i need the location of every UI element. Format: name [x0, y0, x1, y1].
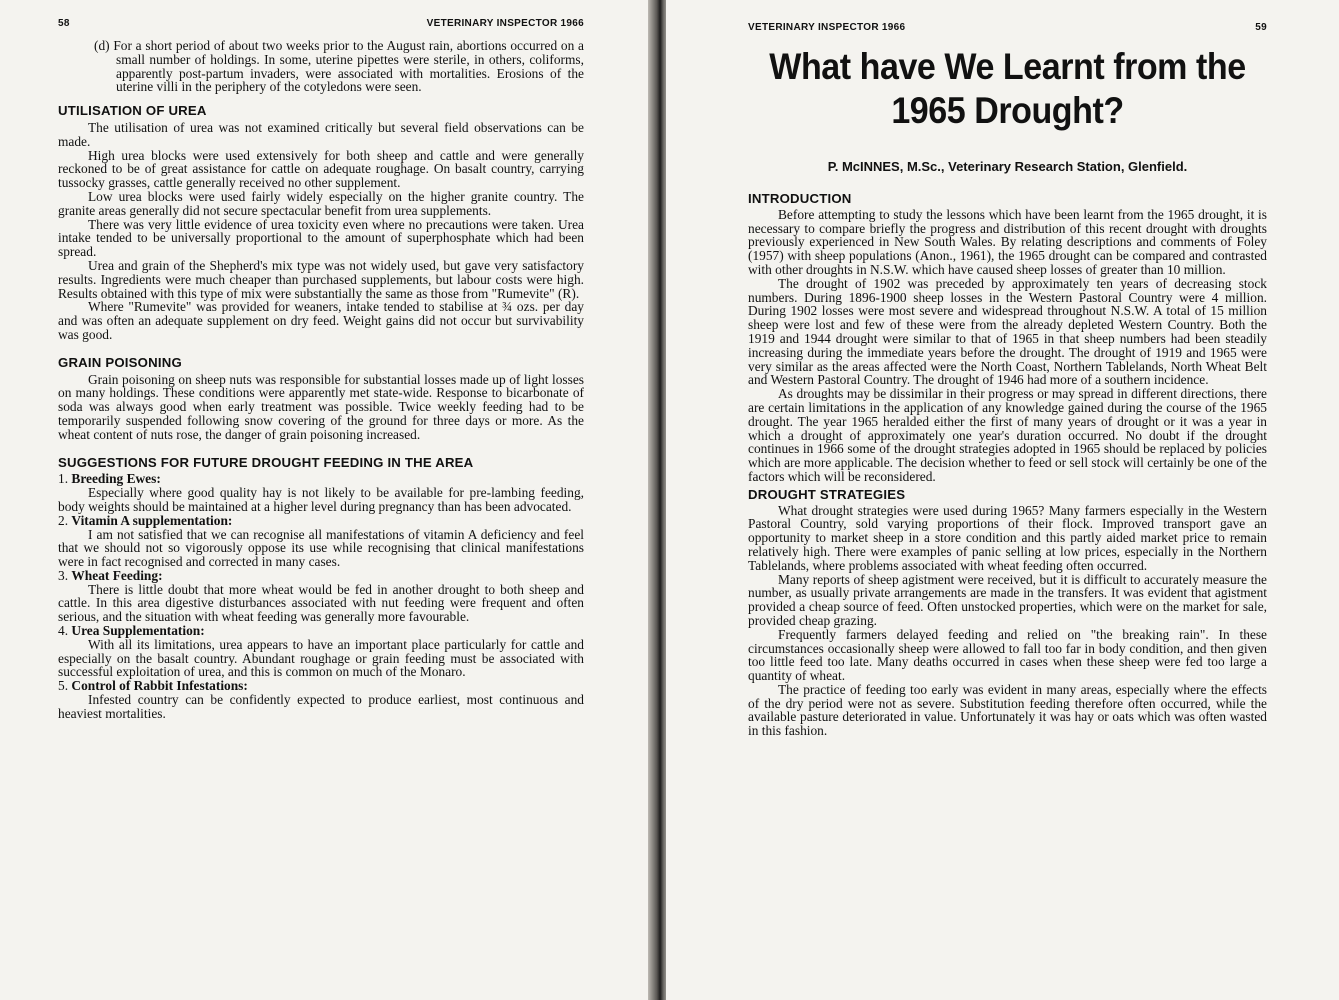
right-page: [666, 0, 1339, 1000]
paragraph: What drought strategies were used during 1965? Many farmers especially in the Western Pastoral Country, sold varying proportions of their flock. Improved transport gave an opportunity to market sheep in a store condition and this partly aided market price to remain relatively high. There were examples of panic selling at low prices, especially in the Northern Tablelands, where problems associated with wheat feeding often occurred.: [748, 502, 1267, 573]
paragraph: Urea and grain of the Shepherd's mix type was not widely used, but gave very satisfactory results. Ingredients were much cheaper than purchased supplements, but labour costs were high. Results obtained with this type of mix were substantially the same as those from "Rumevite" (R).: [58, 257, 584, 301]
item-title: Urea Supplementation:: [71, 623, 205, 639]
paragraph: Especially where good quality hay is not likely to be available for pre-lambing feeding, body weights should be maintained at a higher level during pregnancy than has been advocated.: [58, 485, 584, 514]
paragraph: Low urea blocks were used fairly widely especially on the higher granite country. The granite areas generally did not secure spectacular benefit from urea supplements.: [58, 188, 584, 218]
right-running-head: [748, 22, 1267, 33]
left-journal-title: VETERINARY INSPECTOR 1966: [426, 18, 584, 29]
paragraph: The practice of feeding too early was evident in many areas, especially where the effects of the dry period were not as severe. Substitution feeding therefore often occurred, while the available pasture deteriorated in value. Unfortunately it was hay or oats which was often wasted in this fashion.: [748, 681, 1267, 739]
paragraph: Where "Rumevite" was provided for weaners, intake tended to stabilise at ¾ ozs. per day and was often an adequate supplement on dry feed. Weight gains did not occur but survivability was good.: [58, 299, 584, 342]
paragraph: Grain poisoning on sheep nuts was responsible for substantial losses made up of light losses on many holdings. These conditions were apparently met state-wide. Response to bicarbonate of soda was always good when early treatment was possible. Twice weekly feeding had to be temporarily suspended following snow covering of the ground for three days or more. As the wheat content of nuts rose, the danger of grain poisoning increased.: [58, 371, 584, 442]
suggestion-item-head: [58, 569, 584, 583]
item-number: 3.: [58, 567, 69, 583]
section-heading-drought-strategies: DROUGHT STRATEGIES: [748, 486, 906, 502]
left-page: [0, 0, 652, 1000]
suggestion-item-head: [58, 472, 584, 486]
item-title: Breeding Ewes:: [71, 471, 161, 487]
right-body: [748, 192, 1267, 738]
section-heading-suggestions: SUGGESTIONS FOR FUTURE DROUGHT FEEDING IN THE AREA: [58, 454, 474, 470]
item-number: 1.: [58, 471, 69, 487]
left-page-number: 58: [58, 18, 70, 29]
section-heading-urea: UTILISATION OF UREA: [58, 103, 207, 119]
section-heading-introduction: INTRODUCTION: [748, 191, 852, 206]
item-title: Vitamin A supplementation:: [71, 512, 233, 528]
right-journal-title: VETERINARY INSPECTOR 1966: [748, 22, 906, 33]
suggestion-item-head: [58, 679, 584, 693]
paragraph: The drought of 1902 was preceded by approximately ten years of decreasing stock numbers. During 1896-1900 sheep losses in the Western Pastoral Country were 4 million. During 1902 losses were most severe and widespread throughout N.S.W. A total of 15 million sheep were lost and few of these were from the already depleted Western Country. Both the 1919 and 1944 drought were similar to that of 1965 in that sheep numbers had been steadily increasing during the immediate years before the drought. The drought of 1919 and 1965 were very similar as the areas affected were the North Coast, Northern Tablelands, North Wheat Belt and Western Pastoral Country. The drought of 1946 had more of a southern incidence.: [748, 275, 1267, 388]
intro-item-d: (d) For a short period of about two weeks prior to the August rain, abortions occurred on a small number of holdings. In some, uterine pipettes were sterile, in others, coliforms, apparently post-partum invaders, were associated with mortalities. Erosions of the uterine villi in the periphery of the cotyledons were seen.: [94, 38, 584, 95]
paragraph: With all its limitations, urea appears to have an important place particularly for cattle and especially on the basalt country. Abundant roughage or grain feeding must be associated with successful exploitation of urea, and this is common on much of the Monaro.: [58, 636, 584, 680]
item-number: 4.: [58, 623, 69, 639]
item-title: Control of Rabbit Infestations:: [71, 678, 248, 694]
paragraph: Before attempting to study the lessons which have been learnt from the 1965 drought, it is necessary to compare briefly the progress and distribution of this recent drought with droughts previously experienced in New South Wales. By relating descriptions and comments of Foley (1957) with sheep populations (Anon., 1961), the 1965 drought can be compared and contrasted with other droughts in N.S.W. which have caused sheep losses of greater than 10 million.: [748, 206, 1267, 277]
article-title-line2: 1965 Drought?: [891, 90, 1124, 131]
article-title-line1: What have We Learnt from the: [769, 46, 1246, 87]
paragraph: Frequently farmers delayed feeding and relied on "the breaking rain". In these circumstances occasionally sheep were allowed to fall too far in body condition, and then given too little feed too late. Many deaths occurred in cases when these sheep were fed too large a quantity of wheat.: [748, 626, 1267, 684]
right-page-number: 59: [1255, 22, 1267, 33]
suggestion-item-head: [58, 514, 584, 528]
paragraph: I am not satisfied that we can recognise all manifestations of vitamin A deficiency and feel that we should not so vigorously oppose its use while recognising that clinical manifestations were in fact recognised and corrected in many cases.: [58, 526, 584, 570]
paragraph: Infested country can be confidently expected to produce earliest, most continuous and heaviest mortalities.: [58, 692, 584, 721]
article-title: [769, 45, 1246, 133]
suggestion-item-head: [58, 624, 584, 638]
paragraph: High urea blocks were used extensively for both sheep and cattle and were generally reckoned to be of great assistance for cattle on adequate roughage. On basalt country, carrying tussocky grasses, cattle generally received no other supplement.: [58, 147, 584, 191]
paragraph: As droughts may be dissimilar in their progress or may spread in different directions, there are certain limitations in the application of any knowledge gained during the course of the 1965 drought. The year 1965 heralded either the first of many years of drought or it was a year in which a drought of approximately one year's duration occurred. No doubt if the drought continues in 1966 some of the drought strategies adopted in 1965 should be replaced by policies which are more applicable. The decision whether to feed or sell stock will certainly be one of the factors which will be reconsidered.: [748, 386, 1267, 484]
paragraph: Many reports of sheep agistment were received, but it is difficult to accurately measure the number, as usually private arrangements are made in the transfers. It was evident that agistment provided a cheap source of feed. Often unstocked properties, which were on the market for sale, provided cheap grazing.: [748, 571, 1267, 628]
paragraph: The utilisation of urea was not examined critically but several field observations can be made.: [58, 119, 584, 149]
left-running-head: [58, 18, 584, 29]
paragraph: There was very little evidence of urea toxicity even where no precautions were taken. Urea intake tended to be universally proportional to the amount of superphosphate which had been spread.: [58, 216, 584, 260]
item-title: Wheat Feeding:: [71, 567, 163, 583]
item-number: 2.: [58, 512, 69, 528]
left-body: [58, 39, 584, 721]
paragraph: There is little doubt that more wheat would be fed in another drought to both sheep and cattle. In this area digestive disturbances associated with nut feeding were frequent and often serious, and the situation with wheat feeding was generally more favourable.: [58, 581, 584, 625]
item-number: 5.: [58, 678, 69, 694]
section-heading-grain-poisoning: GRAIN POISONING: [58, 354, 182, 370]
article-author: P. McINNES, M.Sc., Veterinary Research Station, Glenfield.: [827, 159, 1188, 174]
